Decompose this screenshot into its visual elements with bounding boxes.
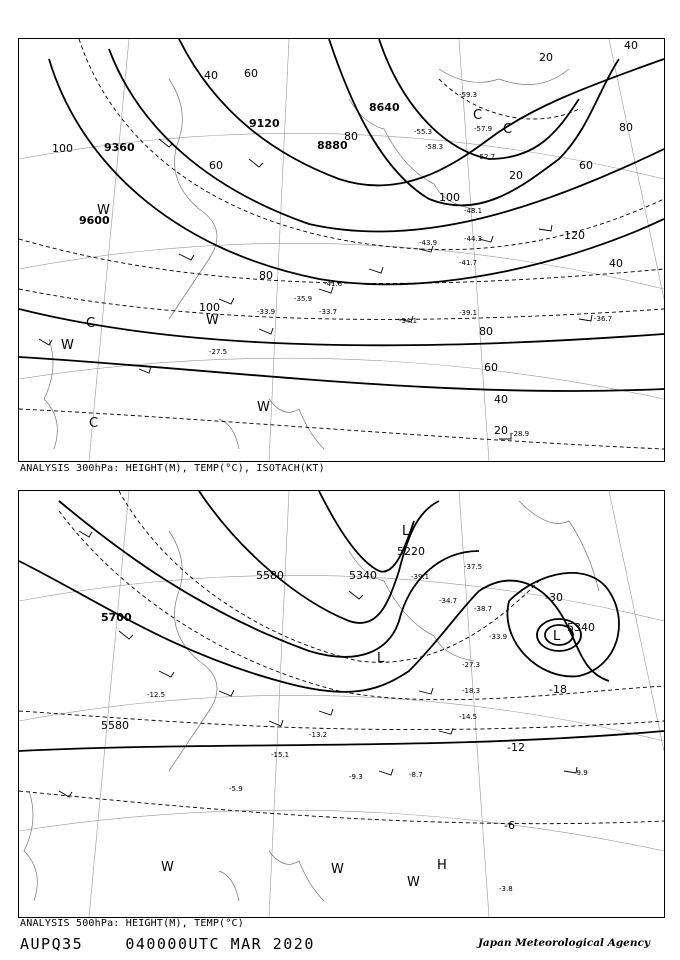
height-label: 5580 [101, 719, 129, 732]
isotach-label: 100 [199, 301, 220, 314]
isotach-label: 40 [494, 393, 508, 406]
temp-label: -18 [549, 683, 567, 696]
isotach-label: 60 [244, 67, 258, 80]
caption-500hpa: ANALYSIS 500hPa: HEIGHT(M), TEMP(°C) [20, 918, 244, 929]
chart-500hpa [18, 490, 665, 918]
station-value: -27.5 [209, 348, 228, 356]
temp-label: -12 [507, 741, 525, 754]
chart-code-and-time [20, 935, 315, 953]
station-value: -39.1 [459, 309, 478, 317]
station-value: -36.7 [594, 315, 613, 323]
isotach-label: 20 [509, 169, 523, 182]
height-label: 8640 [369, 101, 400, 114]
chart-code: AUPQ35 [20, 935, 84, 953]
station-value: -3.8 [499, 885, 513, 893]
warm-symbol: W [97, 203, 110, 218]
cold-symbol: C [89, 416, 99, 431]
station-value: -9.3 [349, 773, 363, 781]
station-value: -44.3 [464, 235, 483, 243]
graticule [19, 491, 664, 917]
isotach-label: 100 [52, 142, 73, 155]
warm-symbol: W [206, 313, 219, 328]
warm-symbol: W [331, 862, 344, 877]
low-symbol: L [402, 524, 410, 539]
isotach-label: 20 [539, 51, 553, 64]
isotach-label: 120 [564, 229, 585, 242]
station-value: -9.9 [574, 769, 588, 777]
isotach-label: 80 [259, 269, 273, 282]
station-value: -15.1 [271, 751, 290, 759]
wind-barbs [39, 139, 592, 439]
station-value: -5.9 [229, 785, 243, 793]
cold-symbol: C [503, 122, 513, 137]
caption-300hpa: ANALYSIS 300hPa: HEIGHT(M), TEMP(°C), ISOTACH(KT) [20, 463, 325, 474]
station-value: -8.7 [409, 771, 423, 779]
isotach-label: 80 [344, 130, 358, 143]
isotach-labels [52, 39, 638, 437]
station-value: -34.1 [399, 317, 418, 325]
chart-300hpa [18, 38, 665, 462]
station-value: -38.7 [474, 605, 493, 613]
height-label: 8880 [317, 139, 348, 152]
temp-label: -6 [504, 819, 515, 832]
map-300hpa [19, 39, 664, 461]
station-value: -41.6 [324, 280, 343, 288]
graticule [19, 39, 664, 461]
low-symbol: L [377, 651, 385, 666]
station-value: -43.9 [419, 239, 438, 247]
height-contours [19, 39, 664, 391]
isotach-label: 40 [624, 39, 638, 52]
height-labels [101, 545, 595, 732]
station-value: -59.3 [459, 91, 478, 99]
isotach-label: 60 [579, 159, 593, 172]
pressure-symbols [61, 108, 512, 431]
station-value: -13.2 [309, 731, 328, 739]
height-label: 5580 [256, 569, 284, 582]
station-value: -34.7 [439, 597, 458, 605]
warm-symbol: W [161, 860, 174, 875]
isotach-label: 60 [209, 159, 223, 172]
isotach-label: 80 [479, 325, 493, 338]
station-value: -18.3 [462, 687, 481, 695]
station-value: -33.7 [319, 308, 338, 316]
station-value: -41.7 [459, 259, 478, 267]
isotach-label: 80 [619, 121, 633, 134]
station-value: -33.9 [489, 633, 508, 641]
height-label: 5220 [397, 545, 425, 558]
station-value: -12.5 [147, 691, 166, 699]
station-value: -57.9 [474, 125, 493, 133]
isotach-label: 40 [204, 69, 218, 82]
station-value: -52.7 [477, 153, 496, 161]
warm-symbol: W [61, 338, 74, 353]
agency-name: Japan Meteorological Agency [477, 937, 650, 949]
isotach-label: 20 [494, 424, 508, 437]
wind-barbs [59, 531, 577, 797]
high-symbol: H [437, 858, 447, 873]
station-value: -58.3 [425, 143, 444, 151]
warm-symbol: W [257, 400, 270, 415]
cold-symbol: C [86, 316, 96, 331]
isotach-label: 100 [439, 191, 460, 204]
height-label: 5340 [349, 569, 377, 582]
station-value: -37.5 [464, 563, 483, 571]
valid-time: 040000UTC MAR 2020 [125, 935, 315, 953]
map-500hpa [19, 491, 664, 917]
low-symbol: L [553, 629, 561, 644]
station-value: -14.5 [459, 713, 478, 721]
isotach-label: 40 [609, 257, 623, 270]
station-value: -33.9 [257, 308, 276, 316]
station-value: -28.9 [511, 430, 530, 438]
height-label: 5700 [101, 611, 132, 624]
station-values [147, 563, 588, 893]
height-label: 9360 [104, 141, 135, 154]
warm-symbol: W [407, 875, 420, 890]
station-value: -55.3 [414, 128, 433, 136]
station-value: -27.3 [462, 661, 481, 669]
station-value: -39.1 [411, 573, 430, 581]
cold-symbol: C [473, 108, 483, 123]
temp-label: -30 [545, 591, 563, 604]
isotach-label: 60 [484, 361, 498, 374]
height-label: 9120 [249, 117, 280, 130]
coastline [24, 501, 599, 901]
height-label: 5340 [567, 621, 595, 634]
station-value: -35.9 [294, 295, 313, 303]
height-label: 9600 [79, 214, 110, 227]
station-value: -48.1 [464, 207, 483, 215]
